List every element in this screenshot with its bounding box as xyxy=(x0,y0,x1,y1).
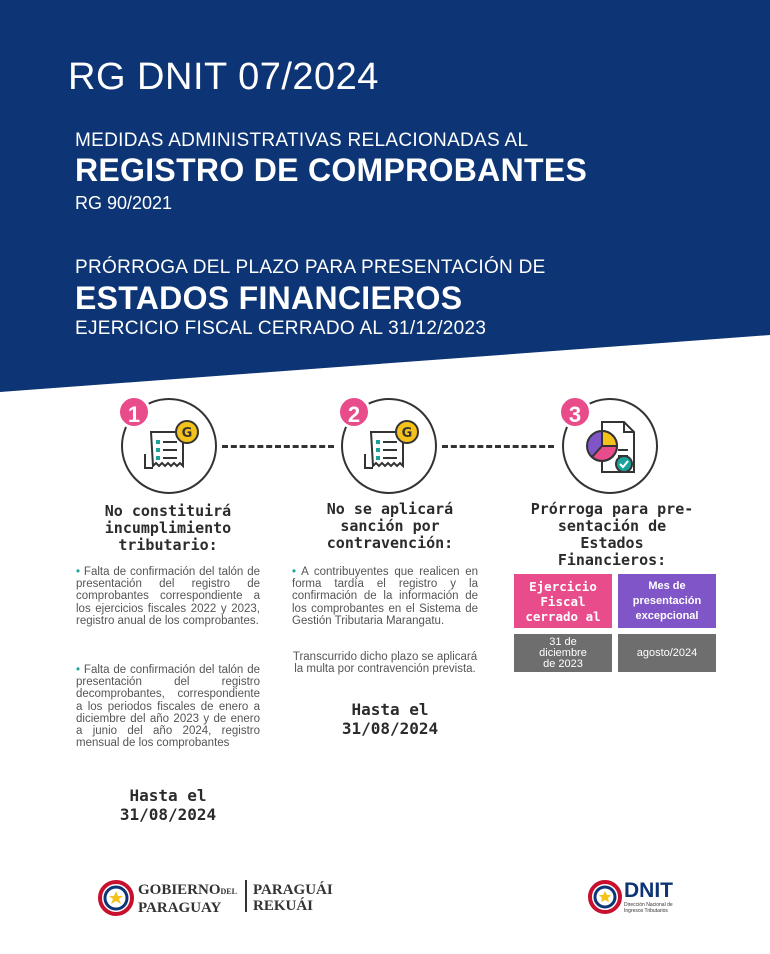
table-value-month xyxy=(618,634,716,672)
step-1-title-line: tributario: xyxy=(118,536,218,554)
logo-divider xyxy=(245,880,247,912)
table-header-mes xyxy=(618,574,716,628)
step-2-deadline xyxy=(290,700,490,738)
table-header-mes-line: Mes de xyxy=(648,579,686,592)
step-3-title-line: Estados xyxy=(580,534,644,552)
step-1-paragraph-2 xyxy=(76,664,260,749)
resolution-title: RG DNIT 07/2024 xyxy=(68,56,379,98)
dnit-sub-1: Dirección Nacional de xyxy=(624,902,673,908)
step-2-paragraph-2 xyxy=(292,651,478,675)
paraguay-seal-icon xyxy=(98,880,134,916)
subtitle-line-4: PRÓRROGA DEL PLAZO PARA PRESENTACIÓN DE xyxy=(75,257,546,278)
table-value-date xyxy=(514,634,612,672)
step-2-paragraph-1 xyxy=(292,566,478,627)
dnit-logo xyxy=(588,880,688,916)
connector-dash-2 xyxy=(442,445,554,448)
step-2-title-line: contravención: xyxy=(326,534,454,552)
dnit-sub-2: Ingresos Tributarios xyxy=(624,908,668,914)
step-1-paragraph-1-text: Falta de confirmación del talón de presentación del registro de comprobantes correspondiente a los ejercicios fiscales 2022 y 2023, registro anual de los comprobantes. xyxy=(76,566,260,627)
table-header-mes-line: excepcional xyxy=(635,609,699,622)
heading-registro: REGISTRO DE COMPROBANTES xyxy=(75,152,588,188)
table-header-ejercicio-line: Ejercicio xyxy=(529,578,597,594)
subtitle-rg: RG 90/2021 xyxy=(75,193,173,213)
step-2-number: 2 xyxy=(337,395,371,429)
deadline-label: Hasta el xyxy=(351,700,429,719)
table-value-date-line: de 2023 xyxy=(543,657,583,670)
svg-text:G: G xyxy=(401,426,413,441)
deadline-label: Hasta el xyxy=(129,786,207,805)
table-value-date-line: 31 de xyxy=(549,635,577,648)
step-1-number: 1 xyxy=(117,395,151,429)
deadline-date: 31/08/2024 xyxy=(341,719,439,738)
step-3-number: 3 xyxy=(558,395,592,429)
bullet-dot: • xyxy=(292,566,297,578)
step-2-title-line: No se aplicará xyxy=(326,500,454,518)
step-3-title-line: Financieros: xyxy=(557,551,667,569)
step-3-title-line: Prórroga para pre- xyxy=(530,500,694,518)
svg-text:G: G xyxy=(181,426,193,441)
subtitle-line-1: MEDIDAS ADMINISTRATIVAS RELACIONADAS AL xyxy=(75,130,529,151)
bullet-dot: • xyxy=(76,566,81,578)
step-1-title-line: No constituirá xyxy=(104,502,232,520)
deadline-date: 31/08/2024 xyxy=(119,805,217,824)
step-1-paragraph-1 xyxy=(76,566,260,627)
dnit-seal-icon xyxy=(588,880,622,914)
step-2-paragraph-2-text: Transcurrido dicho plazo se aplicará la multa por contravención prevista. xyxy=(292,651,478,676)
step-1-deadline xyxy=(68,786,268,824)
rekuai-line-1: PARAGUÁI xyxy=(253,882,333,898)
dnit-name: DNIT xyxy=(624,879,673,902)
step-3-title xyxy=(512,501,712,569)
step-2-title-line: sanción por xyxy=(340,517,440,535)
step-2-paragraph-1-text: A contribuyentes que realicen en forma tardía el registro y la confirmación de la información de los comprobantes en el Sistema de Gestión Tributaria Marangatu. xyxy=(292,566,478,627)
gov-line-2: PARAGUAY xyxy=(138,900,222,916)
step-1-paragraph-2-text: Falta de confirmación del talón de presentación del registro decomprobantes, correspondiente a los periodos fiscales de enero a diciembre del año 2023 y de enero a junio del año 2024, registro mensual de los comprobantes xyxy=(76,664,260,750)
header-banner xyxy=(0,0,770,395)
rekuai-line-2: REKUÁI xyxy=(253,898,314,914)
bullet-dot: • xyxy=(76,664,81,676)
heading-estados: ESTADOS FINANCIEROS xyxy=(75,280,463,316)
step-2-title xyxy=(290,501,490,552)
table-header-ejercicio-line: cerrado al xyxy=(525,608,601,624)
table-value-date-line: diciembre xyxy=(539,646,587,659)
gov-del: DEL xyxy=(220,887,237,896)
table-value-month-text: agosto/2024 xyxy=(636,647,698,659)
table-header-ejercicio-line: Fiscal xyxy=(540,593,586,609)
gov-line-1: GOBIERNO xyxy=(138,882,221,898)
step-1-title-line: incumplimiento xyxy=(104,519,232,537)
gobierno-paraguay-logo xyxy=(98,878,338,918)
table-header-mes-line: presentación xyxy=(632,594,702,607)
step-1-title xyxy=(68,503,268,554)
table-header-ejercicio xyxy=(514,574,612,628)
step-3-title-line: sentación de xyxy=(557,517,667,535)
connector-dash-1 xyxy=(222,445,334,448)
subtitle-ejercicio: EJERCICIO FISCAL CERRADO AL 31/12/2023 xyxy=(75,318,487,339)
